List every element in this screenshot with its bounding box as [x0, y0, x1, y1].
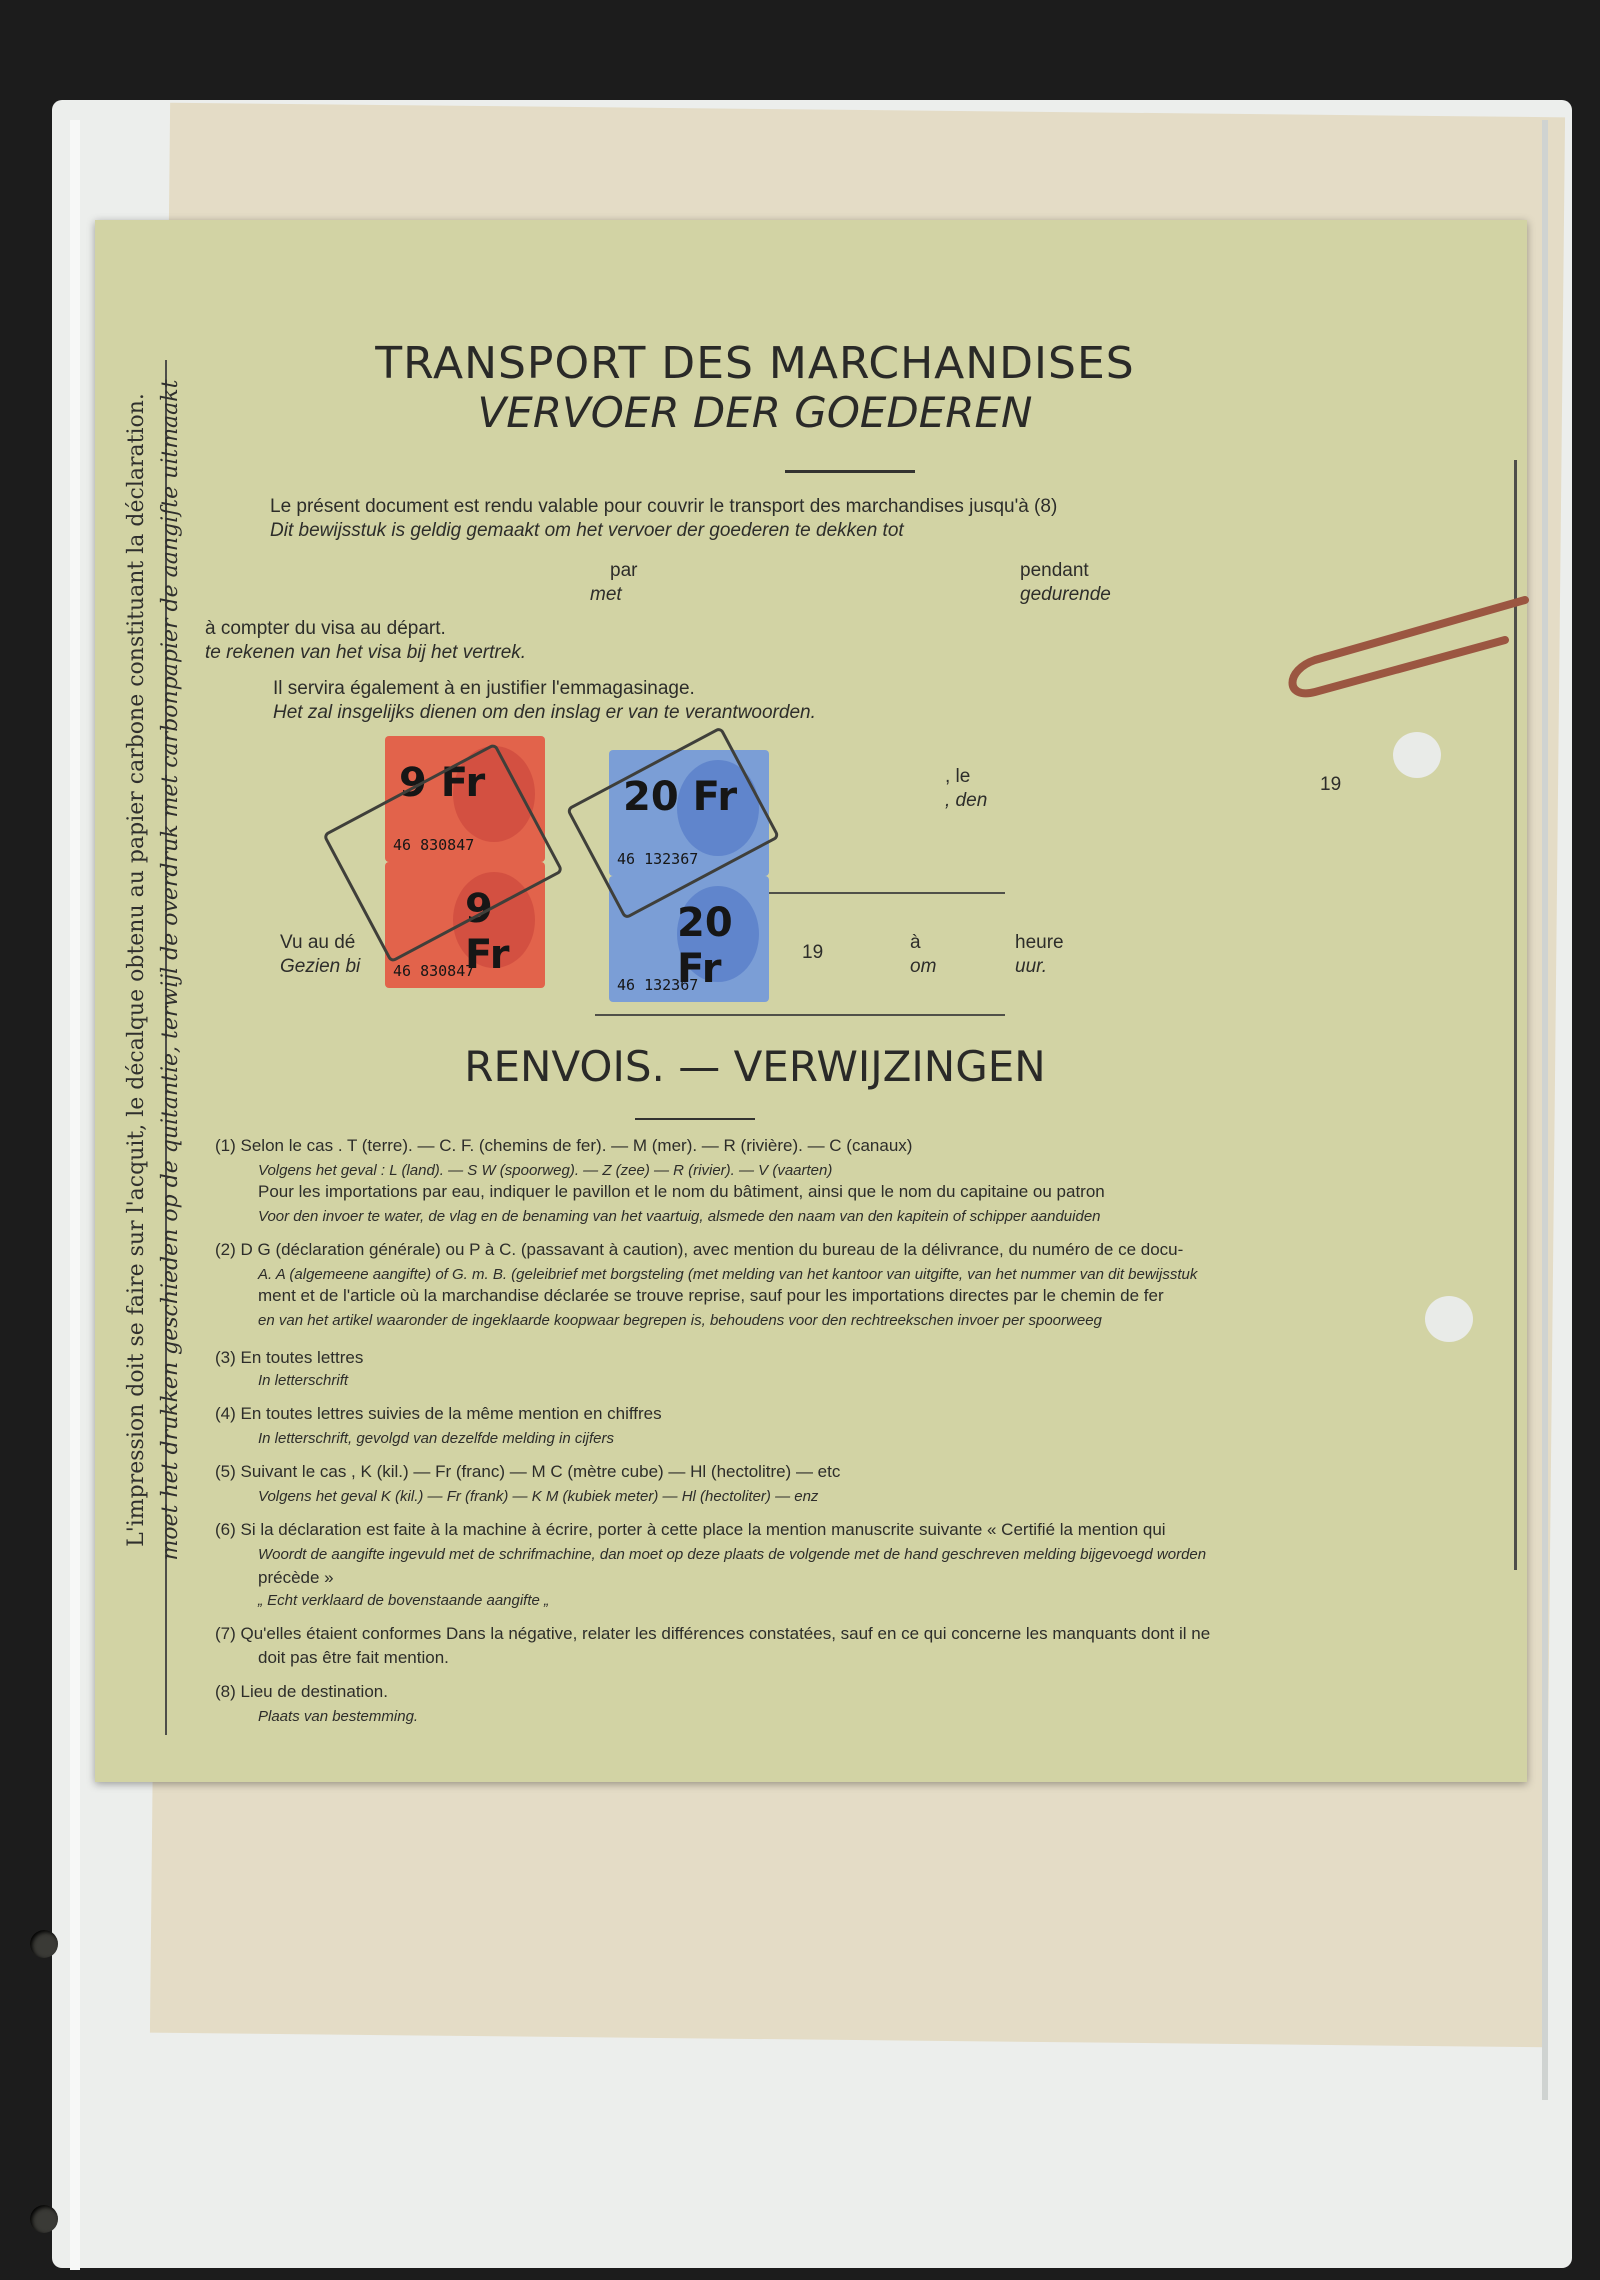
emmagasinage-nl: Het zal insgelijks dienen om den inslag er van te verantwoorden.	[273, 702, 816, 723]
compter-fr: à compter du visa au départ.	[205, 618, 446, 639]
place-le: , le	[945, 766, 971, 787]
visa-a: à	[910, 932, 921, 953]
note-5-nl: Volgens het geval K (kil.) — Fr (frank) — K M (kubiek meter) — Hl (hectoliter) — enz	[258, 1488, 819, 1505]
pendant-label: pendant	[1020, 560, 1089, 581]
note-2b-nl: en van het artikel waaronder de ingeklaarde koopwaar begrepen is, behoudens voor den rechtreekschen invoer per spoorweeg	[258, 1312, 1102, 1329]
note-1b-nl: Voor den invoer te water, de vlag en de benaming van het vaartuig, alsmede den naam van den kapitein of schipper aanduiden	[258, 1208, 1101, 1225]
note-2b-fr: ment et de l'article où la marchandise déclarée se trouve reprise, sauf pour les importations directes par le chemin de fer	[258, 1286, 1164, 1305]
title-french: TRANSPORT DES MARCHANDISES	[375, 338, 1135, 389]
visa-year: 19	[802, 942, 824, 963]
stamp-number: 46 830847	[393, 962, 475, 980]
visa-uur: uur.	[1015, 956, 1048, 977]
note-8-fr: (8) Lieu de destination.	[215, 1682, 388, 1701]
note-1-nl: Volgens het geval : L (land). — S W (spoorweg). — Z (zee) — R (rivier). — V (vaarten)	[258, 1162, 833, 1179]
note-7-fr: (7) Qu'elles étaient conformes Dans la négative, relater les différences constatées, sauf en ce qui concerne les manquants dont il ne	[215, 1624, 1211, 1643]
title-dutch: VERVOER DER GOEDEREN	[477, 388, 1033, 437]
note-4-fr: (4) En toutes lettres suivies de la même mention en chiffres	[215, 1404, 662, 1423]
side-instruction-nl: moet het drukken geschieden op de quitantie, terwijl de overdruk met carbonpapier de aangifte uitmaakt	[158, 379, 183, 1561]
stamp-number: 46 830847	[393, 836, 475, 854]
stamp-value: 9 Fr	[465, 886, 510, 978]
renvois-rule	[635, 1118, 755, 1120]
paperclip-icon	[1275, 580, 1535, 710]
stamp-number: 46 132367	[617, 850, 699, 868]
binder-hole-icon	[30, 1930, 58, 1958]
visa-om: om	[910, 956, 937, 977]
year-prefix: 19	[1320, 774, 1342, 795]
validity-line-fr: Le présent document est rendu valable pour couvrir le transport des marchandises jusqu'à (8)	[270, 496, 1058, 517]
gedurende-label: gedurende	[1020, 584, 1111, 605]
place-den: , den	[945, 790, 988, 811]
note-7b-fr: doit pas être fait mention.	[258, 1648, 449, 1667]
validity-line-nl: Dit bewijsstuk is geldig gemaakt om het vervoer der goederen te dekken tot	[270, 520, 904, 541]
side-instruction	[120, 230, 190, 1710]
note-1b-fr: Pour les importations par eau, indiquer le pavillon et le nom du bâtiment, ainsi que le nom du capitaine ou patron	[258, 1182, 1105, 1201]
visa-fr: Vu au dé	[280, 932, 356, 953]
note-6-fr: (6) Si la déclaration est faite à la machine à écrire, porter à cette place la mention manuscrite suivante « Certifié la mention qui	[215, 1520, 1166, 1539]
visa-signature-line	[595, 1014, 1005, 1016]
note-6-nl: Woordt de aangifte ingevuld met de schrifmachine, dan moet op deze plaats de volgende met de hand geschreven melding bijgevoegd worden	[258, 1546, 1207, 1563]
note-1-fr: (1) Selon le cas . T (terre). — C. F. (chemins de fer). — M (mer). — R (rivière). — C (canaux)	[215, 1136, 913, 1155]
side-instruction-fr: L'impression doit se faire sur l'acquit, le décalque obtenu au papier carbone constituant la déclaration.	[124, 393, 149, 1547]
title-rule	[785, 470, 915, 473]
note-5-fr: (5) Suivant le cas , K (kil.) — Fr (franc) — M C (mètre cube) — Hl (hectolitre) — etc	[215, 1462, 841, 1481]
note-3-fr: (3) En toutes lettres	[215, 1348, 364, 1367]
visa-heure: heure	[1015, 932, 1064, 953]
emmagasinage-fr: Il servira également à en justifier l'emmagasinage.	[273, 678, 695, 699]
visa-nl: Gezien bi	[280, 956, 361, 977]
note-8-nl: Plaats van bestemming.	[258, 1708, 419, 1725]
sleeve-rim	[70, 120, 80, 2270]
note-4-nl: In letterschrift, gevolgd van dezelfde melding in cijfers	[258, 1430, 615, 1447]
note-2-nl: A. A (algemeene aangifte) of G. m. B. (geleibrief met borgsteling (met melding van het kantoor van uitgifte, van het nummer van dit bewijsstuk	[258, 1266, 1198, 1283]
binder-hole-icon	[30, 2205, 58, 2233]
stamp-number: 46 132367	[617, 976, 699, 994]
stamp-value: 20 Fr	[623, 774, 738, 820]
freight-document	[95, 220, 1527, 1782]
sleeve-edge	[1542, 120, 1548, 2100]
note-6b-fr: précède »	[258, 1568, 334, 1587]
stamp-value: 20 Fr	[677, 900, 733, 992]
compter-nl: te rekenen van het visa bij het vertrek.	[205, 642, 527, 663]
note-3-nl: In letterschrift	[258, 1372, 349, 1389]
stamp-value: 9 Fr	[399, 760, 486, 806]
punch-hole-icon	[1425, 1296, 1473, 1342]
met-label: met	[590, 584, 622, 605]
note-6b-nl: „ Echt verklaard de bovenstaande aangifte „	[258, 1592, 550, 1609]
punch-hole-icon	[1393, 732, 1441, 778]
par-label: par	[610, 560, 638, 581]
renvois-title: RENVOIS. — VERWIJZINGEN	[464, 1042, 1046, 1091]
signature-line	[735, 892, 1005, 894]
note-2-fr: (2) D G (déclaration générale) ou P à C. (passavant à caution), avec mention du bureau de la délivrance, du numéro de ce docu-	[215, 1240, 1184, 1259]
